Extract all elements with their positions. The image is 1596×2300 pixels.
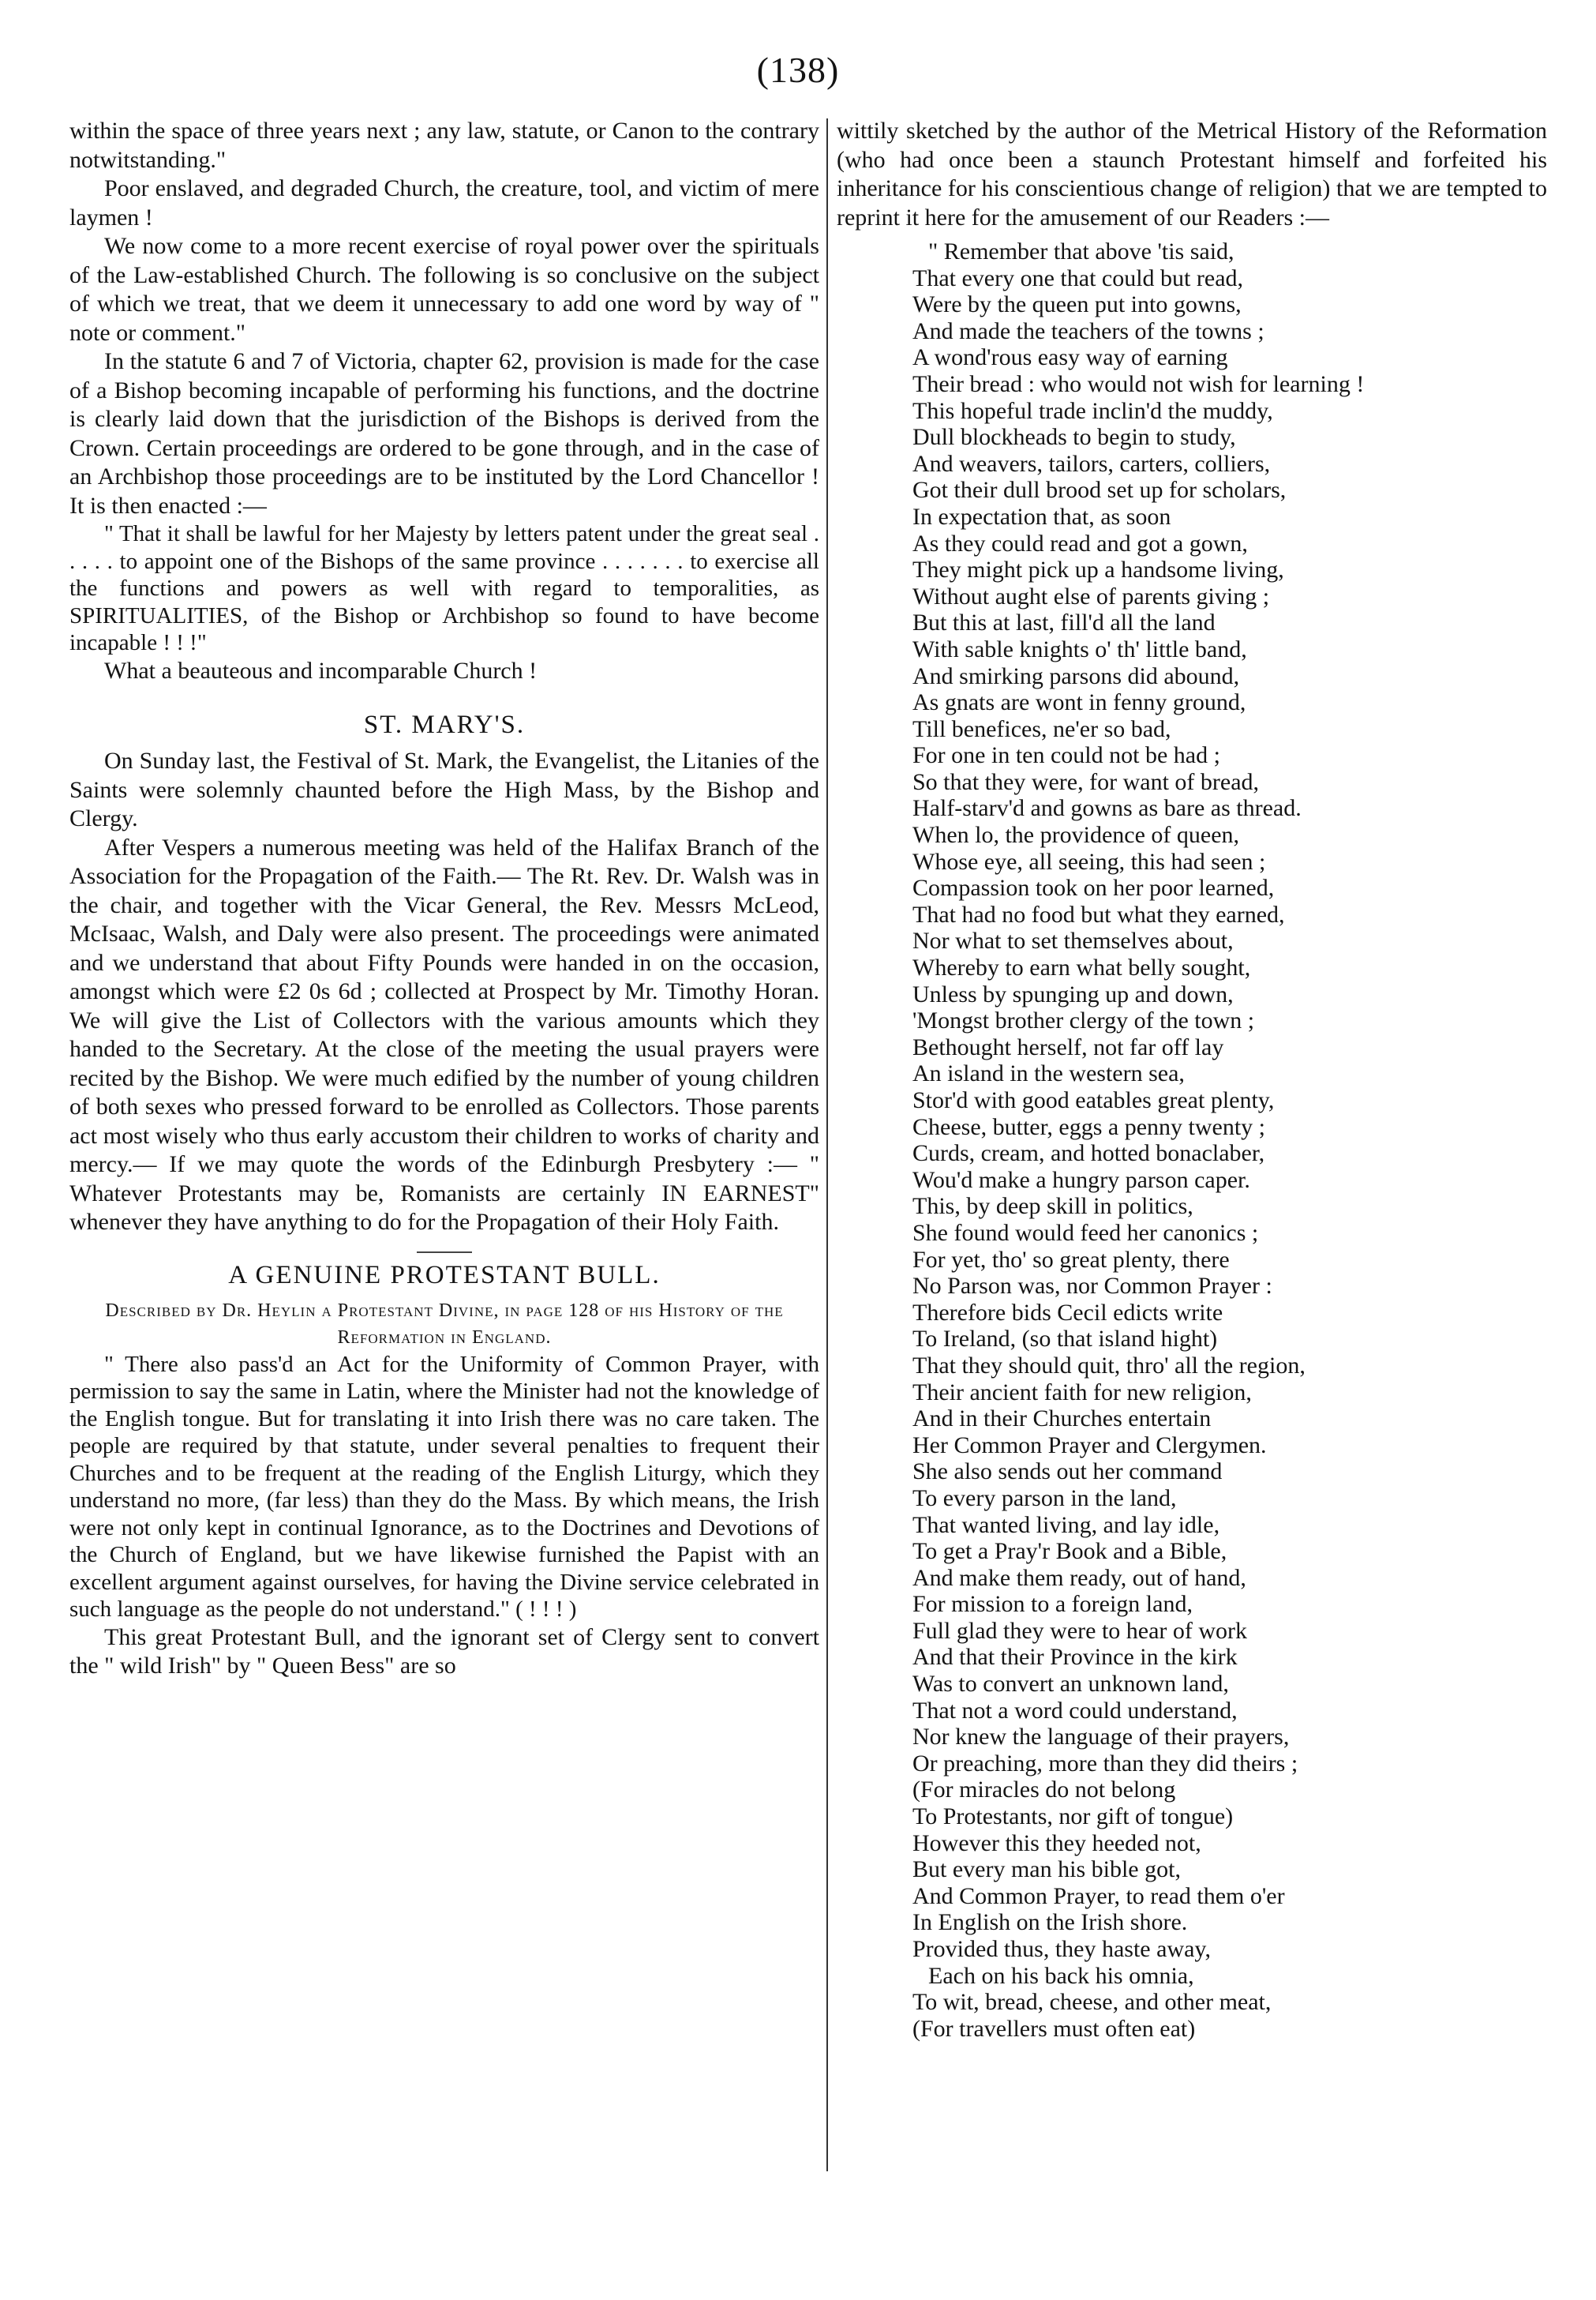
paragraph-meeting: After Vespers a numerous meeting was held of the Halifax Branch of the Association for the Propagation of the Faith.— The Rt. Rev. Dr. Walsh was in the chair, and together with the Vicar General, the Rev. Messrs McLeod, McIsaac, Walsh, and Daly were also present. The proceedings were animated and we understand that about Fifty Pounds were handed in on the occasion, amongst which were £2 0s 6d ; collected at Prospect by Mr. Timothy Horan. We will give the List of Collectors with the various amounts which they handed to the Secretary. At the close of the meeting the usual prayers were recited by the Bishop. We were much edified by the number of young children of both sexes who pressed forward to be enrolled as Collectors. Those parents act most wisely who thus early accustom their children to works of charity and mercy.— If we may quote the words of the Edinburgh Presbytery :— " Whatever Protestants may be, Romanists are certainly IN EARNEST" whenever they have anything to do for the Propagation of their Holy Faith.	[69, 834, 819, 1235]
poem-line: Bethought herself, not far off lay	[912, 1034, 1224, 1060]
poem-line: And made the teachers of the towns ;	[912, 317, 1264, 344]
poem-line: Unless by spunging up and down,	[912, 981, 1234, 1007]
poem-line: To get a Pray'r Book and a Bible,	[912, 1538, 1227, 1565]
heading-protestant-bull: A GENUINE PROTESTANT BULL.	[228, 1260, 661, 1289]
paragraph-beauteous-church: What a beauteous and incomparable Church !	[104, 657, 538, 684]
poem-line: Got their dull brood set up for scholars,	[912, 477, 1287, 504]
poem-line: Nor knew the language of their prayers,	[912, 1724, 1290, 1750]
poem-line: Each on his back his omnia,	[928, 1962, 1194, 1989]
poem-line: A wond'rous easy way of earning	[912, 344, 1228, 371]
heading-st-marys: ST. MARY'S.	[363, 711, 526, 739]
poem-line: Dull blockheads to begin to study,	[912, 424, 1236, 451]
column-rule	[826, 118, 828, 2171]
poem-line: That they should quit, thro' all the region,	[912, 1352, 1306, 1379]
poem-line: She found would feed her canonics ;	[912, 1219, 1259, 1246]
poem-line: An island in the western sea,	[912, 1060, 1185, 1087]
poem-line: And make them ready, out of hand,	[912, 1564, 1246, 1591]
poem-line: Whose eye, all seeing, this had seen ;	[912, 848, 1266, 875]
poem-line: Full glad they were to hear of work	[912, 1617, 1248, 1644]
poem-line: Or preaching, more than they did theirs ;	[912, 1750, 1298, 1777]
poem-line: As they could read and got a gown,	[912, 530, 1248, 557]
poem-line: For yet, tho' so great plenty, there	[912, 1246, 1230, 1273]
section-divider	[417, 1251, 472, 1253]
right-column	[837, 117, 1547, 2042]
poem-line: And smirking parsons did abound,	[912, 662, 1240, 689]
poem-metrical-history	[912, 238, 1547, 2042]
poem-line: This, by deep skill in politics,	[912, 1193, 1193, 1220]
poem-line: With sable knights o' th' little band,	[912, 636, 1247, 662]
poem-line: She also sends out her command	[912, 1458, 1223, 1485]
poem-line: 'Mongst brother clergy of the town ;	[912, 1007, 1255, 1034]
paragraph-enslaved-church: Poor enslaved, and degraded Church, the creature, tool, and victim of mere laymen !	[69, 175, 819, 231]
poem-line: Without aught else of parents giving ;	[912, 583, 1270, 610]
poem-line: Cheese, butter, eggs a penny twenty ;	[912, 1113, 1266, 1140]
poem-line: And Common Prayer, to read them o'er	[912, 1882, 1285, 1909]
poem-line: That every one that could but read,	[912, 265, 1244, 291]
poem-line: For mission to a foreign land,	[912, 1591, 1193, 1618]
poem-line: " Remember that above 'tis said,	[928, 238, 1234, 265]
poem-line: No Parson was, nor Common Prayer :	[912, 1273, 1272, 1300]
poem-line: Therefore bids Cecil edicts write	[912, 1299, 1223, 1326]
poem-line: To Protestants, nor gift of tongue)	[912, 1803, 1234, 1830]
poem-line: Their ancient faith for new religion,	[912, 1379, 1252, 1405]
poem-line: That had no food but what they earned,	[912, 901, 1285, 928]
poem-line: They might pick up a handsome living,	[912, 557, 1284, 583]
poem-line: To wit, bread, cheese, and other meat,	[912, 1989, 1272, 2016]
poem-line: Half-starv'd and gowns as bare as thread.	[912, 795, 1302, 822]
paragraph-royal-power: We now come to a more recent exercise of royal power over the spirituals of the Law-established Church. The following is so conclusive on the subject of which we treat, that we deem it unnecessary to add one word by way of " note or comment."	[69, 233, 819, 346]
poem-line: As gnats are wont in fenny ground,	[912, 689, 1246, 716]
poem-line: Whereby to earn what belly sought,	[912, 955, 1251, 981]
poem-line: To every parson in the land,	[912, 1484, 1177, 1511]
poem-line: Compassion took on her poor learned,	[912, 875, 1275, 902]
poem-line: Till benefices, ne'er so bad,	[912, 715, 1171, 742]
poem-line: Provided thus, they haste away,	[912, 1936, 1211, 1962]
paragraph-canon-continuation: within the space of three years next ; any law, statute, or Canon to the contrary notwitstanding."	[69, 118, 819, 173]
poem-line: In English on the Irish shore.	[912, 1909, 1188, 1936]
poem-line: That wanted living, and lay idle,	[912, 1511, 1220, 1538]
poem-line: In expectation that, as soon	[912, 503, 1171, 530]
poem-line: Stor'd with good eatables great plenty,	[912, 1087, 1275, 1113]
poem-line: When lo, the providence of queen,	[912, 822, 1240, 849]
paragraph-metrical-history-intro: wittily sketched by the author of the Metrical History of the Reformation (who had once been a staunch Protestant himself and forfeited his inheritance for his conscientious change of religion) that we are tempted to reprint it here for the amusement of our Readers :—	[837, 118, 1547, 231]
poem-line: (For travellers must often eat)	[912, 2015, 1196, 2042]
poem-line: To Ireland, (so that island hight)	[912, 1326, 1218, 1353]
paragraph-festival: On Sunday last, the Festival of St. Mark, the Evangelist, the Litanies of the Saints were solemnly chaunted before the High Mass, by the Bishop and Clergy.	[69, 748, 819, 831]
paragraph-protestant-bull: This great Protestant Bull, and the ignorant set of Clergy sent to convert the " wild Irish" by " Queen Bess" are so	[69, 1623, 819, 1679]
paragraph-statute: In the statute 6 and 7 of Victoria, chapter 62, provision is made for the case of a Bishop becoming incapable of performing his functions, and the doctrine is clearly laid down that the jurisdiction of the Bishops is derived from the Crown. Certain proceedings are ordered to be gone through, and in the case of an Archbishop those proceedings are to be instituted by the Lord Chancellor ! It is then enacted :—	[69, 348, 819, 519]
poem-line: Curds, cream, and hotted bonaclaber,	[912, 1140, 1265, 1167]
poem-line: (For miracles do not belong	[912, 1777, 1176, 1803]
poem-line: And that their Province in the kirk	[912, 1644, 1238, 1671]
poem-line: So that they were, for want of bread,	[912, 768, 1260, 795]
quote-enactment: " That it shall be lawful for her Majesty by letters patent under the great seal . . . . . to appoint one of the Bishops of the same province . . . . . . . to exercise all the functions and powers as well with regard to temporalities, as SPIRITUALITIES, of the Bishop or Archbishop so found to have become incapable ! ! !"	[69, 521, 819, 655]
left-column	[69, 117, 819, 1681]
poem-line: And in their Churches entertain	[912, 1405, 1212, 1432]
poem-line: Her Common Prayer and Clergymen.	[912, 1431, 1267, 1458]
poem-line: For one in ten could not be had ;	[912, 742, 1220, 769]
poem-line: Wou'd make a hungry parson caper.	[912, 1166, 1250, 1193]
page-number: (138)	[756, 50, 840, 90]
poem-line: And weavers, tailors, carters, colliers,	[912, 450, 1271, 477]
quote-heylin: " There also pass'd an Act for the Uniformity of Common Prayer, with permission to say the same in Latin, where the Minister had not the knowledge of the English tongue. But for translating it into Irish there was no care taken. The people are required by that statute, under several penalties to frequent their Churches and to be frequent at the reading of the English Liturgy, which they understand no more, (far less) than they do the Mass. By which means, the Irish were not only kept in continual Ignorance, as to the Doctrines and Devotions of the Church of England, but we have likewise furnished the Papist with an excellent argument against ourselves, for having the Divine service celebrated in such language as the people do not understand." ( ! ! ! )	[69, 1351, 819, 1622]
subheading-heylin: Described by Dr. Heylin a Protestant Divine, in page 128 of his History of the Reformation in England.	[105, 1300, 784, 1348]
poem-line: Nor what to set themselves about,	[912, 928, 1234, 955]
poem-line: But this at last, fill'd all the land	[912, 610, 1216, 636]
poem-line: Were by the queen put into gowns,	[912, 291, 1242, 318]
poem-line: That not a word could understand,	[912, 1697, 1238, 1724]
poem-line: But every man his bible got,	[912, 1856, 1181, 1883]
poem-line: Was to convert an unknown land,	[912, 1671, 1229, 1698]
poem-line: Their bread : who would not wish for learning !	[912, 370, 1365, 397]
poem-line: However this they heeded not,	[912, 1829, 1201, 1856]
poem-line: This hopeful trade inclin'd the muddy,	[912, 397, 1273, 424]
